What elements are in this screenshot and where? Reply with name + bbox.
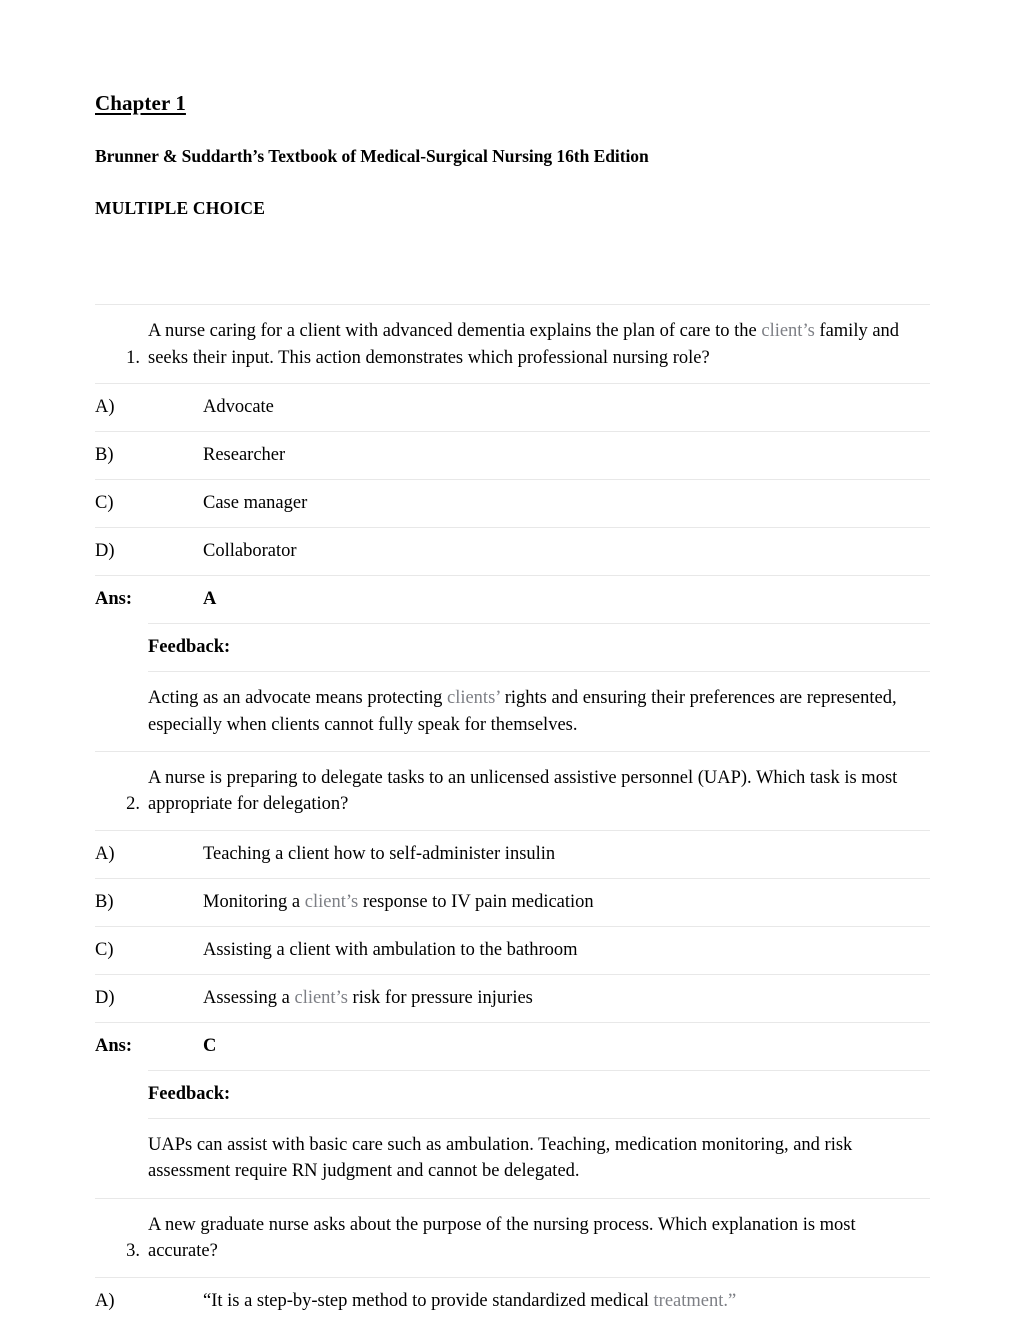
option-text-part1: Assessing a xyxy=(203,987,295,1008)
feedback-label: Feedback: xyxy=(148,637,231,658)
option-label: C) xyxy=(95,493,114,514)
question-list xyxy=(0,304,1024,1324)
option-text: Researcher xyxy=(203,445,286,466)
option-row[interactable] xyxy=(95,927,930,974)
question-row xyxy=(95,752,930,830)
question-text-part1: A new graduate nurse asks about the purpose of the nursing process. Which explanation is most accurate? xyxy=(148,1214,856,1262)
option-label: C) xyxy=(95,939,114,960)
option-label: B) xyxy=(95,891,114,912)
chapter-title: Chapter 1 xyxy=(95,91,186,115)
option-row[interactable] xyxy=(95,384,930,431)
option-text-gray: client’s xyxy=(304,891,359,912)
book-title: Brunner & Suddarth’s Textbook of Medical-Surgical Nursing 16th Edition xyxy=(95,146,649,167)
option-text: Advocate xyxy=(203,397,274,418)
answer-value: A xyxy=(203,589,217,610)
feedback-body-row xyxy=(95,1119,930,1198)
option-label: D) xyxy=(95,541,115,562)
question-number: 1. xyxy=(126,347,140,368)
question-number: 3. xyxy=(126,1241,140,1262)
feedback-label: Feedback: xyxy=(148,1083,231,1104)
option-text-part1: Monitoring a xyxy=(203,891,305,912)
option-label: A) xyxy=(95,843,115,864)
option-text-gray: client’s xyxy=(294,987,348,1008)
option-text-part2: risk for pressure injuries xyxy=(347,987,533,1008)
feedback-text-gray: clients’ xyxy=(446,688,501,709)
option-row[interactable] xyxy=(95,879,930,926)
feedback-text xyxy=(148,1132,930,1185)
option-row[interactable] xyxy=(95,975,930,1022)
option-text: Teaching a client how to self-administer insulin xyxy=(203,843,556,864)
feedback-text-part2: rights and ensuring their preferences are represented, especially when clients cannot fully speak for themselves. xyxy=(148,688,897,735)
feedback-heading-row xyxy=(95,1071,930,1118)
question-text-part1: A nurse is preparing to delegate tasks to an unlicensed assistive personnel (UAP). Which task is most appropriate for delegation? xyxy=(148,767,898,815)
feedback-text xyxy=(148,685,930,738)
option-label: A) xyxy=(95,397,115,418)
option-label: B) xyxy=(95,445,114,466)
option-text-gray: treatment.” xyxy=(653,1290,737,1311)
feedback-text-part1: Acting as an advocate means protecting xyxy=(148,688,447,709)
answer-row xyxy=(95,576,930,623)
question-row xyxy=(95,1199,930,1277)
question-text xyxy=(148,765,930,818)
option-text xyxy=(203,1289,930,1314)
answer-label: Ans: xyxy=(95,1035,133,1056)
option-text-part1: “It is a step-by-step method to provide standardized medical xyxy=(203,1290,654,1311)
option-label: A) xyxy=(95,1290,115,1311)
answer-row xyxy=(95,1023,930,1070)
option-label: D) xyxy=(95,987,115,1008)
feedback-body-row xyxy=(95,672,930,751)
option-text: Collaborator xyxy=(203,541,297,562)
option-text: Assisting a client with ambulation to the bathroom xyxy=(203,939,578,960)
option-row[interactable] xyxy=(95,480,930,527)
question-text-part1: A nurse caring for a client with advanced dementia explains the plan of care to the xyxy=(148,321,762,342)
question-row xyxy=(95,305,930,383)
feedback-text-part1: UAPs can assist with basic care such as ambulation. Teaching, medication monitoring, and risk assessment require RN judgment and cannot be delegated. xyxy=(148,1134,853,1182)
feedback-heading-row xyxy=(95,624,930,671)
option-row[interactable] xyxy=(95,831,930,878)
question-text-gray: client’s xyxy=(761,321,815,342)
option-row[interactable] xyxy=(95,528,930,575)
option-text-part2: response to IV pain medication xyxy=(358,891,594,912)
section-label: MULTIPLE CHOICE xyxy=(95,198,266,219)
question-number: 2. xyxy=(126,794,140,815)
option-text: Case manager xyxy=(203,493,308,514)
document-header xyxy=(0,0,1024,218)
question-text xyxy=(148,1212,930,1265)
answer-value: C xyxy=(203,1035,217,1056)
option-text xyxy=(203,890,930,915)
answer-label: Ans: xyxy=(95,589,133,610)
option-text xyxy=(203,986,930,1011)
option-row[interactable] xyxy=(95,432,930,479)
option-row[interactable] xyxy=(95,1278,930,1325)
question-text xyxy=(148,318,930,371)
question-text-part2: family and seeks their input. This action demonstrates which professional nursing role? xyxy=(148,321,900,368)
